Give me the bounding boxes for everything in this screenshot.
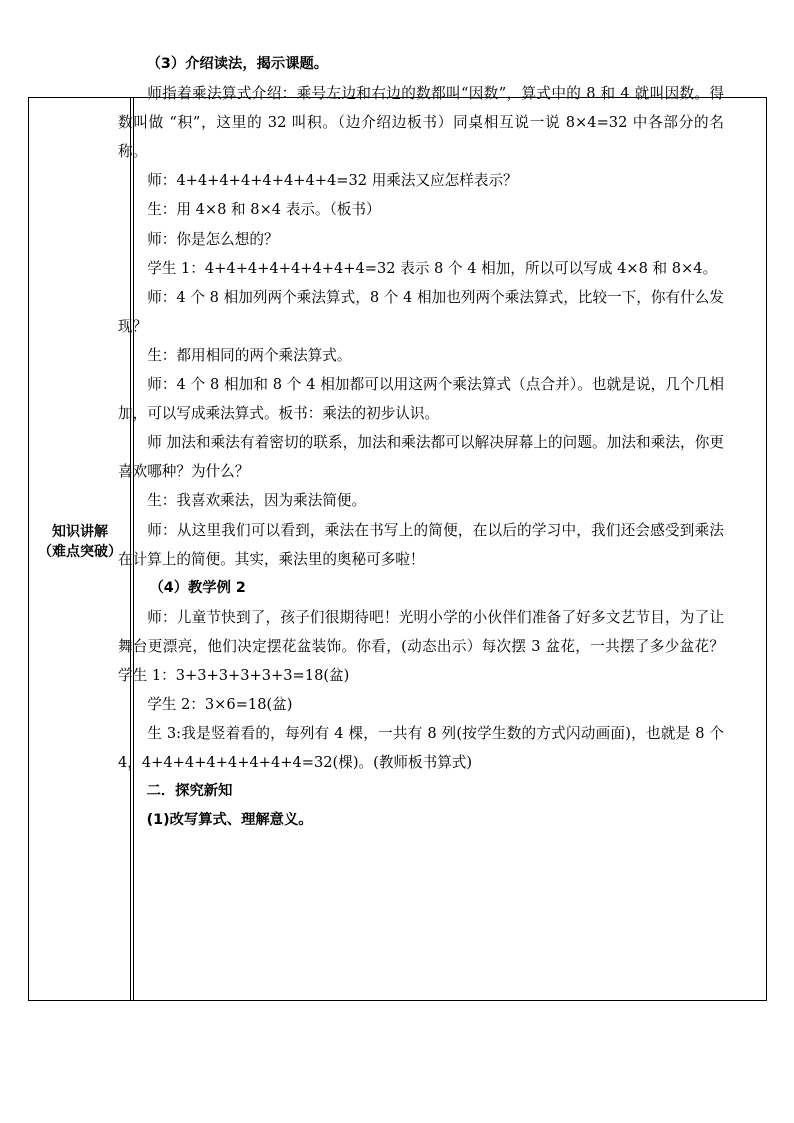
paragraph: 师：4+4+4+4+4+4+4+4=32 用乘法又应怎样表示？ [147,172,518,190]
section-label [29,522,131,562]
section-heading: (1)改写算式、理解意义。 [146,812,313,829]
section-heading: （4）教学例 2 [149,579,246,596]
section-heading: （3）介绍读法，揭示课题。 [146,56,329,72]
paragraph: 学生 1：4+4+4+4+4+4+4+4=32 表示 8 个 4 相加，所以可以写成 4×8 和 8×4。 [147,259,718,277]
section-label-line2: （难点突破） [38,544,122,560]
paragraph: 师 加法和乘法有着密切的联系，加法和乘法都可以解决屏幕上的问题。加法和乘法，你更喜欢哪种？为什么？ [118,434,724,481]
section-heading: 二．探究新知 [146,783,233,800]
paragraph: 生：都用相同的两个乘法算式。 [147,346,352,364]
paragraph: 师：4 个 8 相加和 8 个 4 相加都可以用这两个乘法算式（点合并）。也就是说，几个几相加，可以写成乘法算式。板书：乘法的初步认识。 [118,376,724,423]
paragraph: 师：儿童节快到了，孩子们很期待吧！光明小学的小伙伴们准备了好多文艺节目，为了让舞台更漂亮，他们决定摆花盆装饰。你看，(动态出示）每次摆 3 盆花，一共摆了多少盆花？学生 1：3+3+3+3+3+3=18(盆) [118,608,724,684]
paragraph: 师：4 个 8 相加列两个乘法算式，8 个 4 相加也列两个乘法算式，比较一下，你有什么发现？ [118,288,724,335]
paragraph: 师：你是怎么想的？ [147,230,279,248]
section-label-line1: 知识讲解 [52,524,108,540]
paragraph: 生：我喜欢乘法，因为乘法简便。 [147,492,367,510]
lesson-content [118,50,724,836]
paragraph: 生 3:我是竖着看的，每列有 4 棵，一共有 8 列(按学生数的方式闪动画面)，也就是 8 个 4，4+4+4+4+4+4+4+4=32(棵)。(教师板书算式) [118,725,724,772]
paragraph: 学生 2：3×6=18(盆) [147,696,293,714]
paragraph: 师指着乘法算式介绍：乘号左边和右边的数都叫“因数”，算式中的 8 和 4 就叫因数。得数叫做 “积”，这里的 32 叫积。（边介绍边板书）同桌相互说一说 8×4=32 中各部分的名称。 [118,85,724,161]
paragraph: 师：从这里我们可以看到，乘法在书写上的简便，在以后的学习中，我们还会感受到乘法在计算上的简便。其实，乘法里的奥秘可多啦！ [118,521,724,568]
paragraph: 生：用 4×8 和 8×4 表示。（板书） [147,201,381,219]
